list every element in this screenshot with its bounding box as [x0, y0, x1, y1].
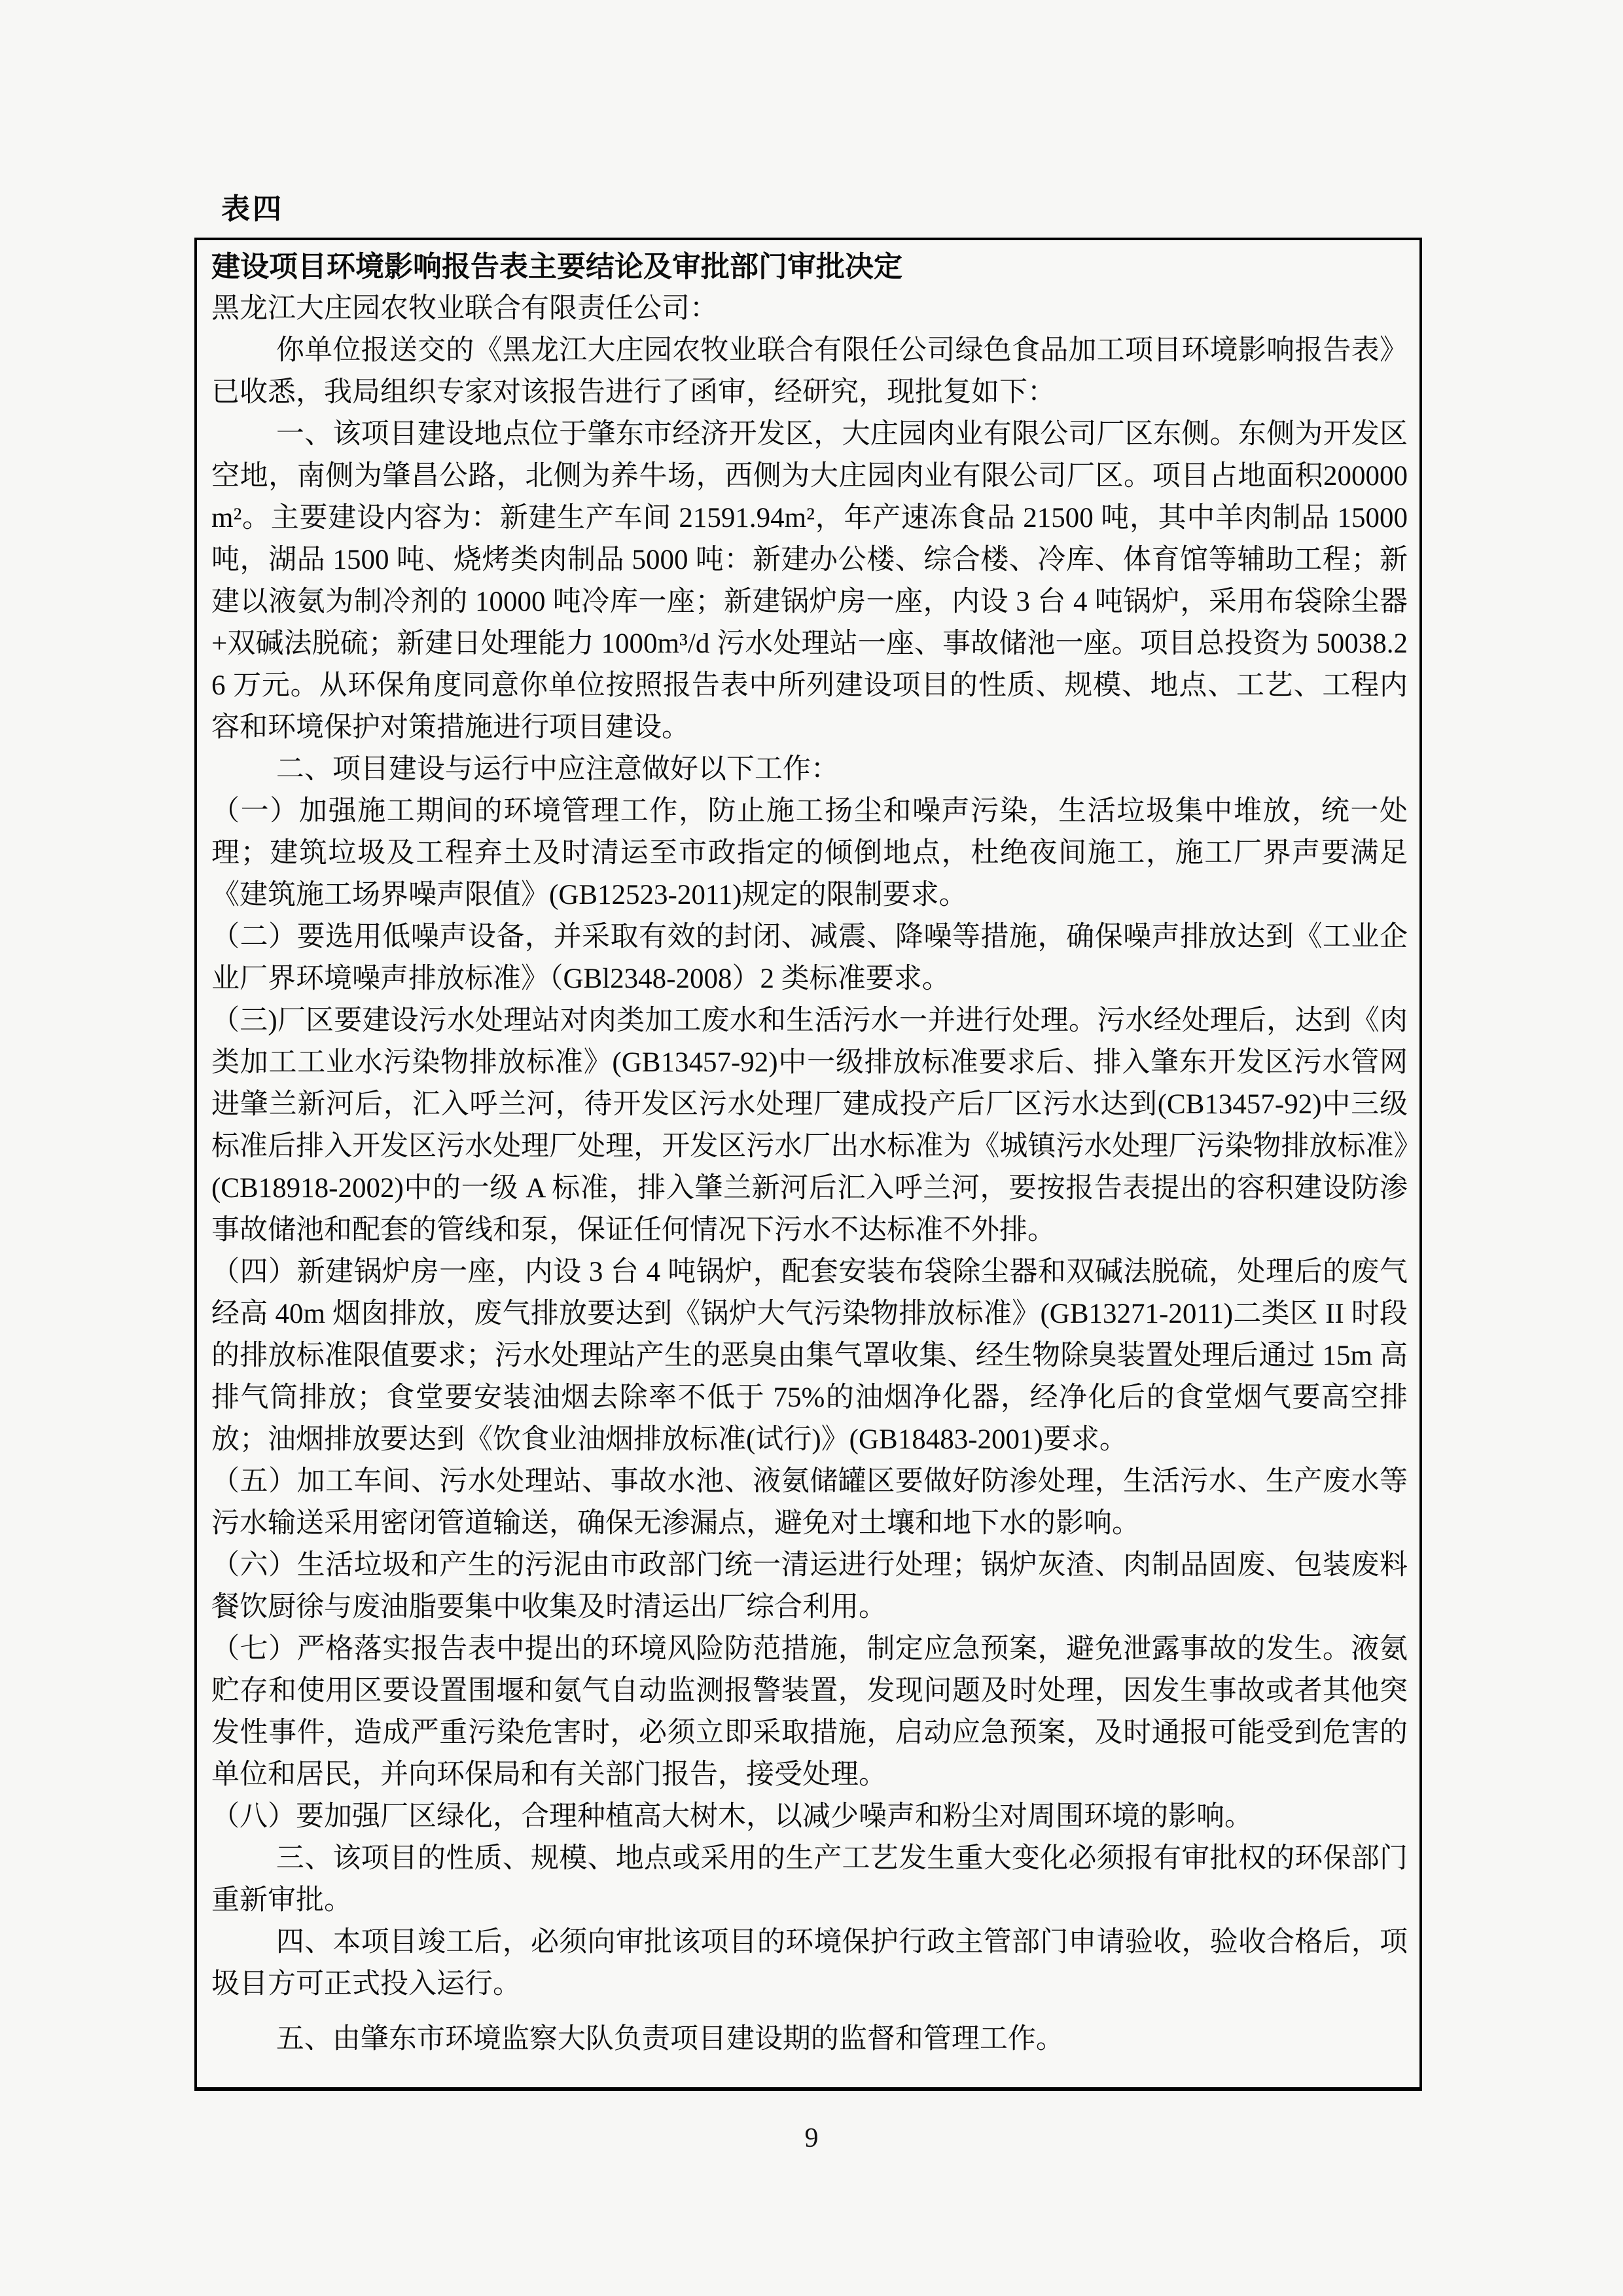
paragraph: 二、项目建设与运行中应注意做好以下工作：: [276, 754, 839, 785]
paragraph: 三、该项目的性质、规模、地点或采用的生产工艺发生重大变化必须报有审批权的环保部门重新审批。: [211, 1843, 1408, 1916]
paragraph: 一、该项目建设地点位于肇东市经济开发区，大庄园肉业有限公司厂区东侧。东侧为开发区空地，南侧为肇昌公路，北侧为养牛场，西侧为大庄园肉业有限公司厂区。项目占地面积200000m²。主要建设内容为：新建生产车间 21591.94m²，年产速冻食品 21500 吨，其中羊肉制品 15000 吨，湖品 1500 吨、烧烤类肉制品 5000 吨：新建办公楼、综合楼、冷库、体育馆等辅助工程；新建以液氨为制冷剂的 10000 吨冷库一座；新建锅炉房一座，内设 3 台 4 吨锅炉，采用布袋除尘器+双碱法脱硫；新建日处理能力 1000m³/d 污水处理站一座、事故储池一座。项目总投资为 50038.26 万元。从环保角度同意你单位按照报告表中所列建设项目的性质、规模、地点、工艺、工程内容和环境保护对策措施进行项目建设。: [211, 419, 1408, 743]
table-label: 表四: [221, 193, 284, 225]
paragraph: （五）加工车间、污水处理站、事故水池、液氨储罐区要做好防渗处理，生活污水、生产废水等污水输送采用密闭管道输送，确保无渗漏点，避免对土壤和地下水的影响。: [211, 1466, 1408, 1539]
paragraph: （二）要选用低噪声设备，并采取有效的封闭、减震、降噪等措施，确保噪声排放达到《工业企业厂界环境噪声排放标准》（GBl2348-2008）2 类标准要求。: [211, 922, 1408, 994]
page-number: 9: [804, 2123, 819, 2153]
paragraph: （三)厂区要建设污水处理站对肉类加工废水和生活污水一并进行处理。污水经处理后，达到《肉类加工工业水污染物排放标准》(GB13457-92)中一级排放标准要求后、排入肇东开发区污水管网进肇兰新河后，汇入呼兰河，待开发区污水处理厂建成投产后厂区污水达到(CB13457-92)中三级标准后排入开发区污水处理厂处理，开发区污水厂出水标准为《城镇污水处理厂污染物排放标准》(CB18918-2002)中的一级 A 标准，排入肇兰新河后汇入呼兰河，要按报告表提出的容积建设防渗事故储池和配套的管线和泵，保证任何情况下污水不达标准不外排。: [211, 1005, 1408, 1246]
paragraph: （一）加强施工期间的环境管理工作，防止施工扬尘和噪声污染，生活垃圾集中堆放，统一处理；建筑垃圾及工程弃土及时清运至市政指定的倾倒地点，杜绝夜间施工，施工厂界声要满足《建筑施工场界噪声限值》(GB12523-2011)规定的限制要求。: [211, 796, 1408, 910]
paragraph: （八）要加强厂区绿化，合理种植高大树木，以减少噪声和粉尘对周围环境的影响。: [211, 1801, 1253, 1832]
paragraph: （四）新建锅炉房一座，内设 3 台 4 吨锅炉，配套安装布袋除尘器和双碱法脱硫，处理后的废气经高 40m 烟囱排放，废气排放要达到《锅炉大气污染物排放标准》(GB13271-2011)二类区 II 时段的排放标准限值要求；污水处理站产生的恶臭由集气罩收集、经生物除臭装置处理后通过 15m 高排气筒排放；食堂要安装油烟去除率不低于 75%的油烟净化器，经净化后的食堂烟气要高空排放；油烟排放要达到《饮食业油烟排放标准(试行)》(GB18483-2001)要求。: [211, 1257, 1408, 1455]
paragraph: 五、由肇东市环境监察大队负责项目建设期的监督和管理工作。: [276, 2024, 1064, 2054]
paragraph: （六）生活垃圾和产生的污泥由市政部门统一清运进行处理；锅炉灰渣、肉制品固废、包装废料餐饮厨徐与废油脂要集中收集及时清运出厂综合利用。: [211, 1550, 1408, 1623]
content-box: [194, 238, 1422, 2091]
paragraph: 你单位报送交的《黑龙江大庄园农牧业联合有限任公司绿色食品加工项目环境影响报告表》已收悉，我局组织专家对该报告进行了函审，经研究，现批复如下：: [211, 335, 1408, 408]
document-title: 建设项目环境影响报告表主要结论及审批部门审批决定: [211, 251, 902, 283]
paragraph: 黑龙江大庄园农牧业联合有限责任公司：: [211, 293, 718, 324]
paragraph: 四、本项目竣工后，必须向审批该项目的环境保护行政主管部门申请验收，验收合格后，项圾目方可正式投入运行。: [211, 1927, 1408, 2000]
paragraph: （七）严格落实报告表中提出的环境风险防范措施，制定应急预案，避免泄露事故的发生。液氨贮存和使用区要设置围堰和氨气自动监测报警装置，发现问题及时处理，因发生事故或者其他突发性事件，造成严重污染危害时，必须立即采取措施，启动应急预案，及时通报可能受到危害的单位和居民，并向环保局和有关部门报告，接受处理。: [211, 1634, 1408, 1790]
approval-paragraphs: [211, 288, 1408, 2060]
